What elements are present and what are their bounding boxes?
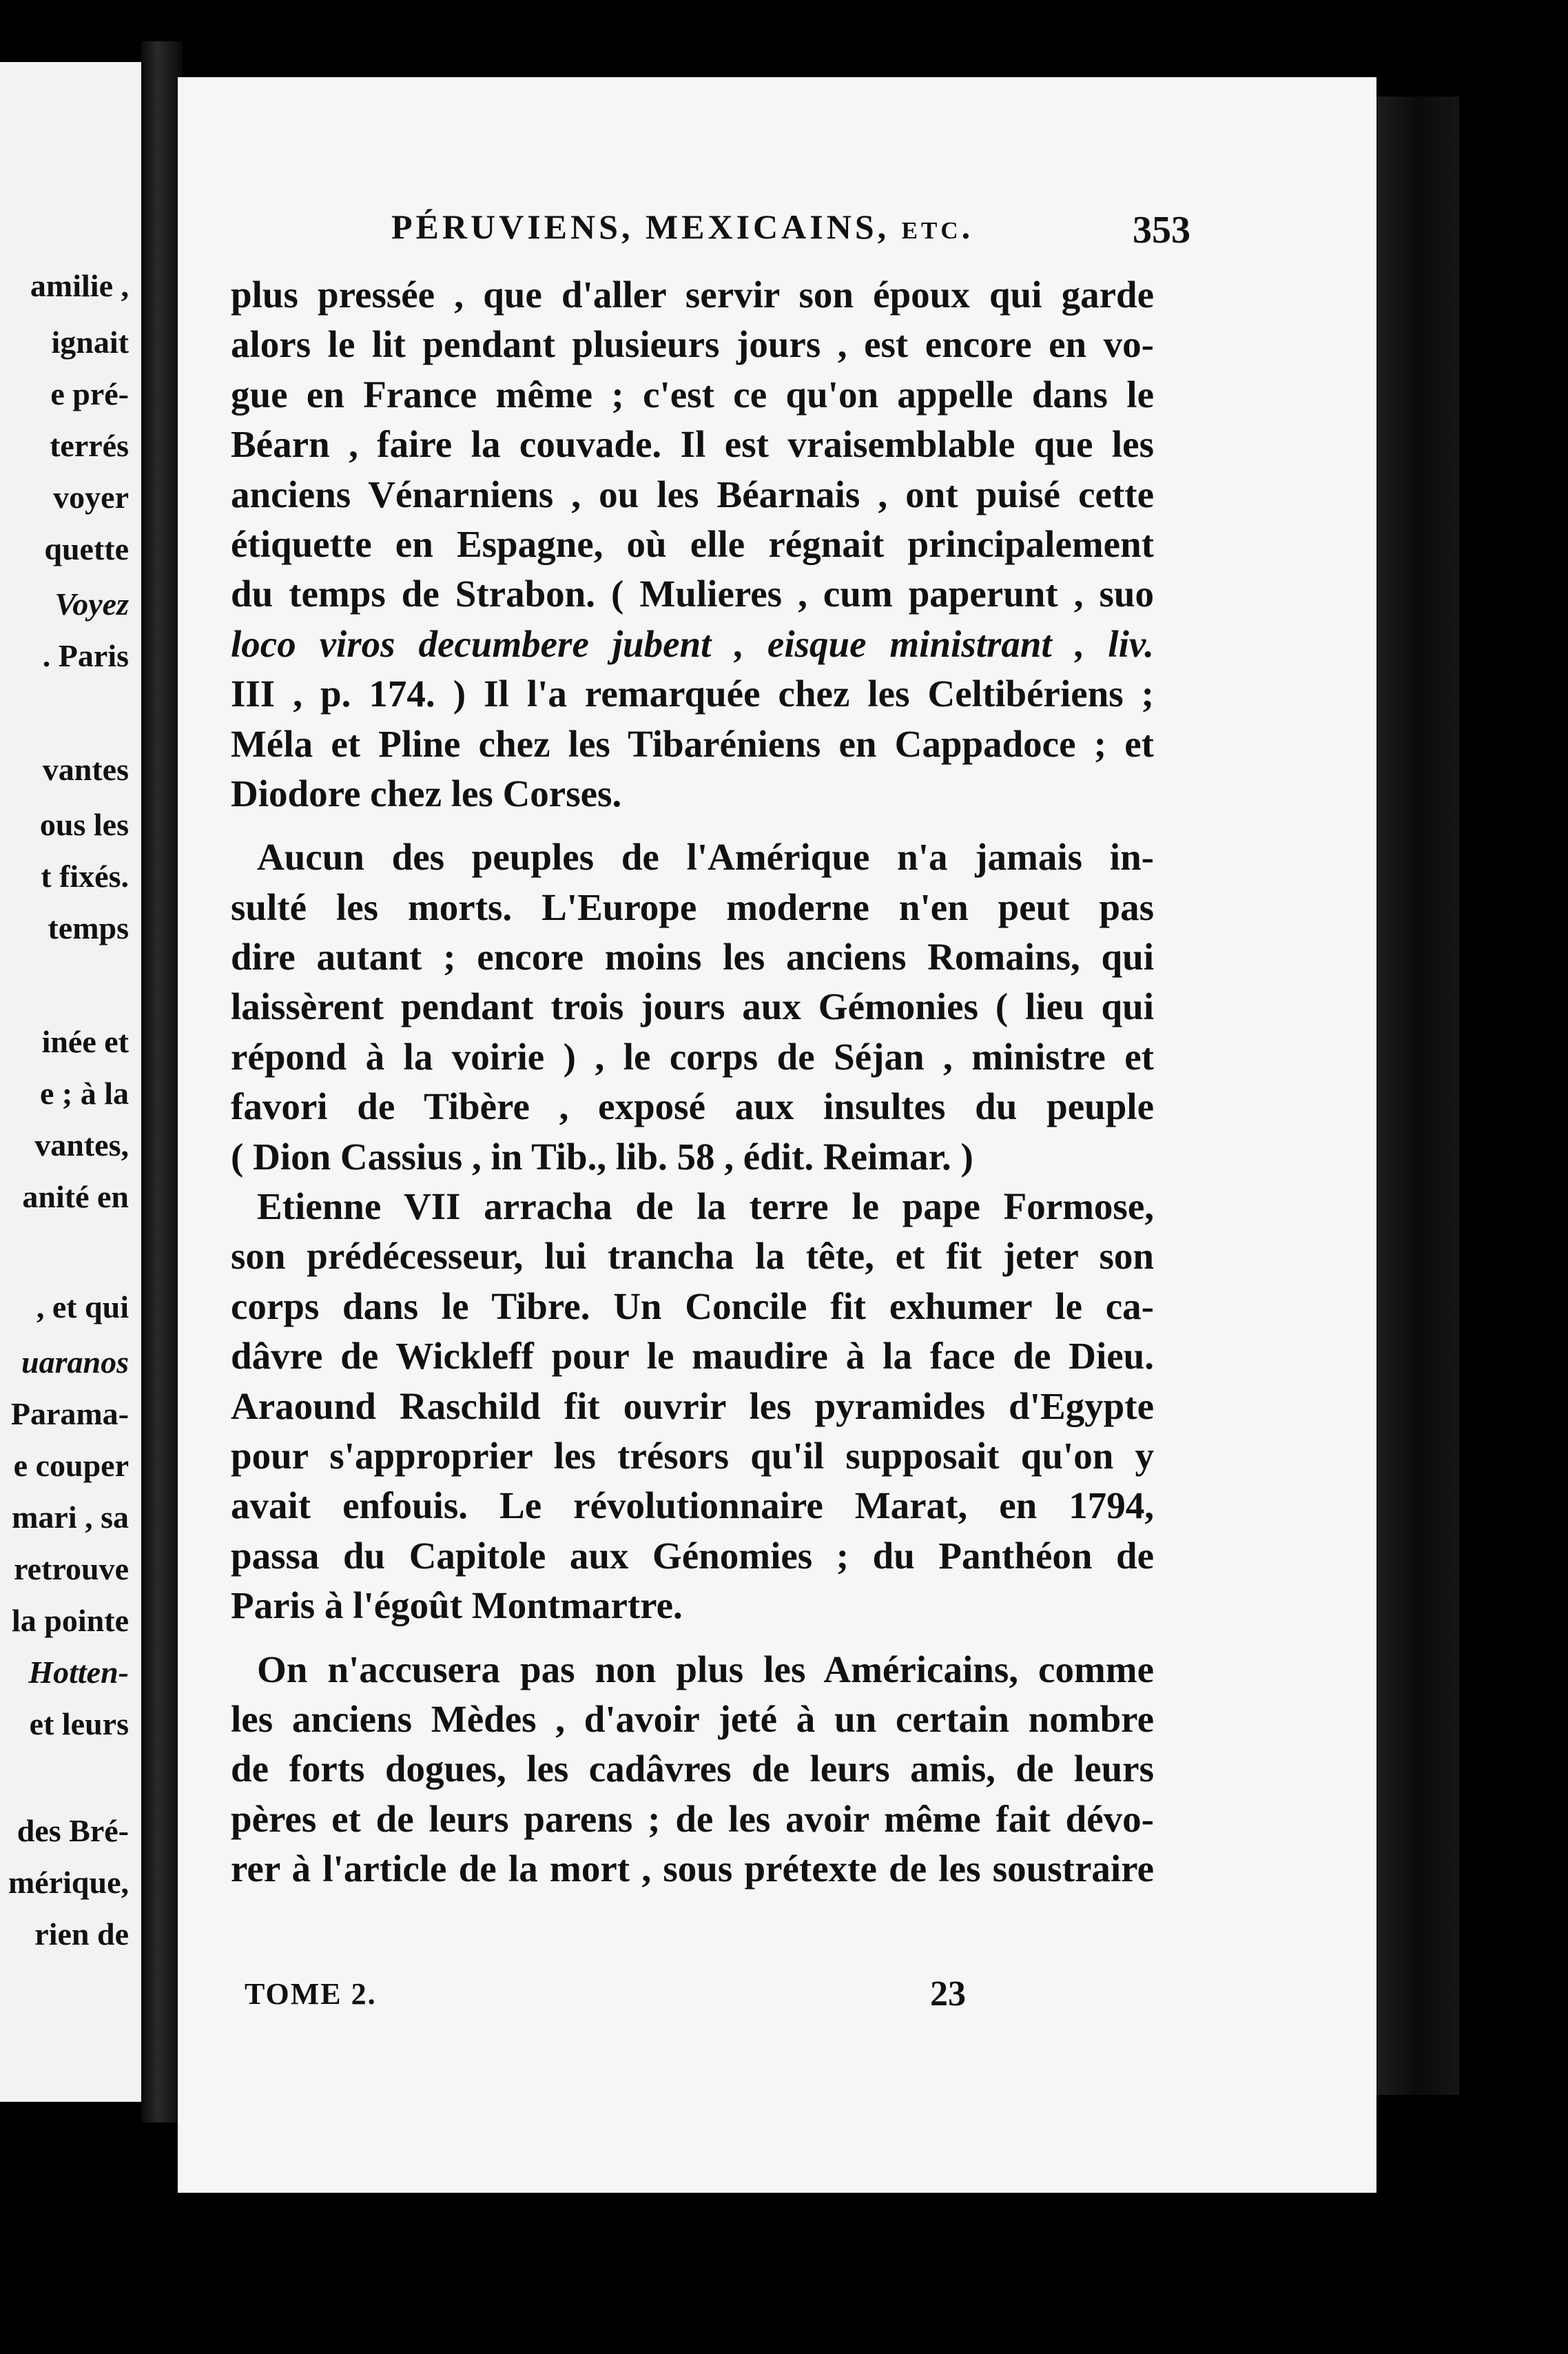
- text-line: dâvre de Wickleff pour le maudire à la face de Dieu.: [231, 1335, 1154, 1378]
- left-page-line: rien de: [34, 1916, 129, 1952]
- left-page-line: ignait: [51, 325, 129, 360]
- running-title: PÉRUVIENS, MEXICAINS, etc.: [391, 207, 974, 246]
- text-line: de forts dogues, les cadâvres de leurs amis, de leurs: [231, 1748, 1154, 1790]
- paragraph: [231, 270, 1154, 819]
- paragraph: [231, 1182, 1154, 1631]
- page-edge-shadow: [1376, 96, 1459, 2095]
- paragraph: [231, 1645, 1154, 1894]
- text-line: Etienne VII arracha de la terre le pape Formose,: [257, 1185, 1154, 1228]
- left-page-line: inée et: [41, 1024, 129, 1059]
- text-line: anciens Vénarniens , ou les Béarnais , ont puisé cette: [231, 473, 1154, 515]
- left-page-line: ous les: [39, 807, 129, 842]
- text-line: laissèrent pendant trois jours aux Gémonies ( lieu qui: [231, 985, 1154, 1028]
- text-line: On n'accusera pas non plus les Américains, comme: [257, 1648, 1154, 1690]
- text-line: pour s'approprier les trésors qu'il supposait qu'on y: [231, 1434, 1154, 1477]
- text-line: Aucun des peuples de l'Amérique n'a jamais in-: [257, 836, 1154, 879]
- facing-page-left: [0, 62, 141, 2102]
- left-page-line: mari , sa: [12, 1500, 129, 1535]
- left-page-line: Voyez: [54, 586, 129, 622]
- left-page-line: anité en: [22, 1179, 129, 1214]
- text-line: loco viros decumbere jubent , eisque ministrant , liv.: [231, 622, 1154, 665]
- page-header: [207, 207, 1190, 269]
- text-line: passa du Capitole aux Génomies ; du Panthéon de: [231, 1534, 1154, 1577]
- left-page-line: temps: [48, 910, 129, 945]
- text-line: alors le lit pendant plusieurs jours , est encore en vo-: [231, 323, 1154, 366]
- left-page-line: amilie ,: [30, 268, 129, 303]
- text-line: du temps de Strabon. ( Mulieres , cum paperunt , suo: [231, 573, 1154, 615]
- left-page-line: e ; à la: [39, 1076, 129, 1111]
- left-page-line: et leurs: [29, 1706, 129, 1741]
- text-line: rer à l'article de la mort , sous prétexte de les soustraire: [231, 1848, 1154, 1890]
- left-page-line: . Paris: [42, 638, 129, 673]
- text-line: son prédécesseur, lui trancha la tête, et fit jeter son: [231, 1235, 1154, 1278]
- left-page-line: des Bré-: [17, 1813, 129, 1848]
- left-page-line: voyer: [53, 480, 129, 515]
- left-page-line: quette: [44, 531, 129, 566]
- left-page-line: uaranos: [21, 1344, 129, 1380]
- page-number: 353: [1133, 209, 1190, 252]
- text-line: gue en France même ; c'est ce qu'on appelle dans le: [231, 373, 1154, 416]
- left-page-line: t fixés.: [41, 859, 129, 894]
- text-line: les anciens Mèdes , d'avoir jeté à un certain nombre: [231, 1697, 1154, 1740]
- text-line: dire autant ; encore moins les anciens Romains, qui: [231, 936, 1154, 979]
- paragraph: [231, 832, 1154, 1182]
- text-line: Béarn , faire la couvade. Il est vraisemblable que les: [231, 423, 1154, 466]
- text-line: sulté les morts. L'Europe moderne n'en peut pas: [231, 886, 1154, 928]
- left-page-line: la pointe: [12, 1603, 129, 1638]
- left-page-line: terrés: [50, 428, 129, 463]
- book-gutter: [141, 41, 183, 2122]
- text-line: pères et de leurs parens ; de les avoir même fait dévo-: [231, 1797, 1154, 1840]
- left-page-line: retrouve: [14, 1551, 129, 1586]
- text-line: favori de Tibère , exposé aux insultes du peuple: [231, 1085, 1154, 1128]
- text-line: Paris à l'égoût Montmartre.: [231, 1584, 683, 1627]
- left-page-line: Hotten-: [28, 1655, 129, 1690]
- text-line: plus pressée , que d'aller servir son époux qui garde: [231, 274, 1154, 316]
- left-page-line: , et qui: [36, 1289, 129, 1324]
- left-page-line: vantes,: [34, 1127, 129, 1163]
- text-line: Araound Raschild fit ouvrir les pyramides d'Egypte: [231, 1384, 1154, 1427]
- signature-mark: 23: [930, 1974, 966, 2014]
- left-page-line: vantes: [42, 752, 129, 787]
- left-page-line: mérique,: [8, 1865, 129, 1900]
- text-line: étiquette en Espagne, où elle régnait principalement: [231, 522, 1154, 565]
- left-page-line: e pré-: [50, 376, 129, 411]
- left-page-line: e couper: [13, 1448, 129, 1483]
- text-line: répond à la voirie ) , le corps de Séjan , ministre et: [231, 1035, 1154, 1078]
- text-line: Diodore chez les Corses.: [231, 772, 622, 815]
- text-line: avait enfouis. Le révolutionnaire Marat, en 1794,: [231, 1484, 1154, 1527]
- text-line: Méla et Pline chez les Tibaréniens en Cappadoce ; et: [231, 722, 1154, 765]
- left-page-line: Parama-: [10, 1396, 129, 1431]
- text-line: ( Dion Cassius , in Tib., lib. 58 , édit. Reimar. ): [231, 1135, 973, 1178]
- volume-label: TOME 2.: [245, 1977, 377, 2011]
- text-line: corps dans le Tibre. Un Concile fit exhumer le ca-: [231, 1285, 1154, 1327]
- page-footer: [245, 1976, 1016, 2025]
- page-body: [231, 270, 1154, 1894]
- text-line: III , p. 174. ) Il l'a remarquée chez les Celtibériens ;: [231, 673, 1154, 715]
